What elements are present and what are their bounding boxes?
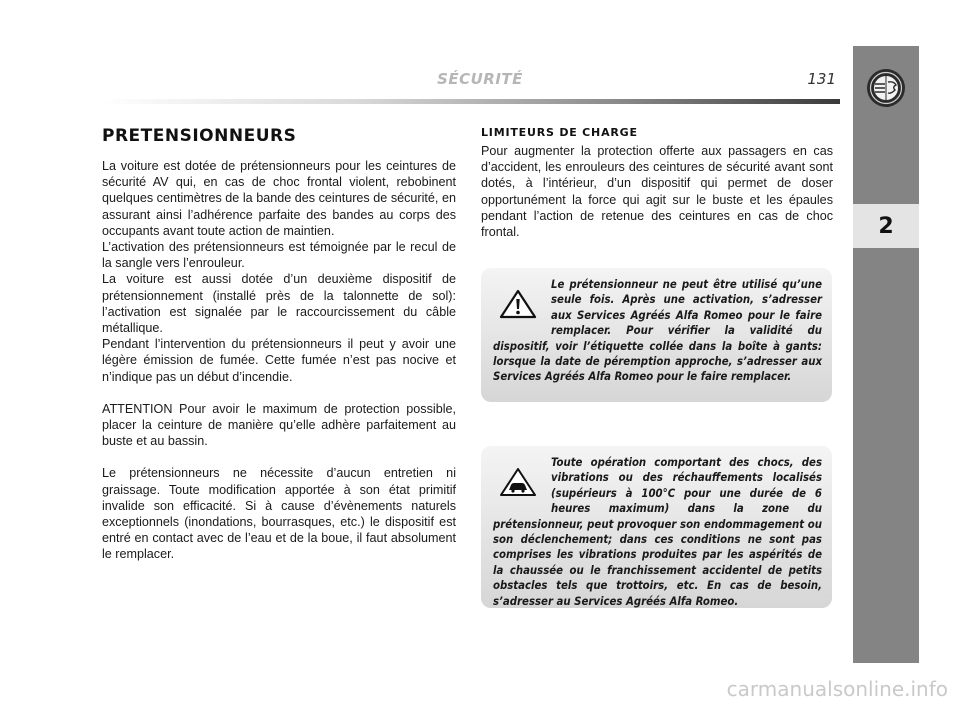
car-warning-triangle-icon [499, 467, 537, 497]
body-paragraph: Le prétensionneurs ne nécessite d’aucun entretien ni graissage. Toute modification apportée à son état primitif invalide son efficacité. Si à cause d’évènements naturels exceptionnels (inondations, bourrasques, etc.) le dispositif est entré en contact avec de l’eau et de la boue, il faut absolument le remplacer. [102, 466, 456, 562]
warning-box [481, 268, 832, 402]
body-paragraph: La voiture est dotée de prétensionneurs pour les ceintures de sécurité AV qui, en cas de choc frontal violent, rebobinent quelques centimètres de la bande des ceintures de sécurité, en assurant ainsi l’adhérence parfaite des bandes au corps des occupants avant toute action de maintien. [102, 159, 456, 238]
body-paragraph: Pour augmenter la protection offerte aux passagers en cas d’accident, les enrouleurs des ceintures de sécurité avant sont dotés, à l’intérieur, d’un dispositif qui permet de doser opportunément la force qui agit sur le buste et les épaules pendant l’action de retenue des ceintures en cas de choc frontal. [481, 144, 833, 240]
limiteurs-heading: LIMITEURS DE CHARGE [481, 126, 638, 139]
warning-text: Le prétensionneur ne peut être utilisé qu’une seule fois. Après une activation, s’adresser aux Services Agréés Alfa Romeo pour le faire remplacer. Pour vérifier la validité du dispositif, voir l’étiquette collée dans la boîte à gants: lorsque la date de péremption approche, s’adresser aux Services Agréés Alfa Romeo pour le faire remplacer. [493, 278, 822, 384]
attention-paragraph: ATTENTION Pour avoir le maximum de protection possible, placer la ceinture de manière qu’elle adhère parfaitement au buste et au bassin. [102, 401, 456, 449]
side-tab [853, 46, 919, 663]
body-paragraph: La voiture est aussi dotée d’un deuxième dispositif de prétensionnement (installé près de la talonnette de sol): l’activation est signalée par le raccourcissement du câble métallique. [102, 272, 456, 336]
warning-text: Toute opération comportant des chocs, des vibrations ou des réchauffements localisés (supérieurs à 100°C pour une durée de 6 heures maximum) dans la zone du prétensionneur, peut provoquer son endommagement ou son déclenchement; dans ces conditions ne sont pas comprises les vibrations produites par les aspérités de la chaussée ou le franchissement accidentel de petits obstacles tels que trottoirs, etc. En cas de besoin, s’adresser au Services Agréés Alfa Romeo. [493, 456, 822, 608]
right-column [481, 126, 833, 240]
watermark: carmanualsonline.info [726, 677, 948, 701]
body-paragraph: Pendant l’intervention du prétensionneurs il peut y avoir une légère émission de fumée. Cette fumée n’est pas nocive et n’indique pas un début d’incendie. [102, 337, 456, 384]
alfa-romeo-logo-icon [866, 68, 906, 108]
chapter-box: 2 [853, 204, 919, 248]
left-column [102, 126, 456, 563]
pretensionneurs-heading: PRETENSIONNEURS [102, 126, 297, 146]
warning-triangle-icon [499, 289, 537, 319]
section-title: SÉCURITÉ [437, 70, 523, 88]
body-paragraph: L’activation des prétensionneurs est témoignée par le recul de la sangle vers l’enrouleur. [102, 240, 456, 271]
header-rule [100, 99, 840, 104]
page-number: 131 [807, 70, 836, 88]
warning-box [481, 446, 832, 608]
